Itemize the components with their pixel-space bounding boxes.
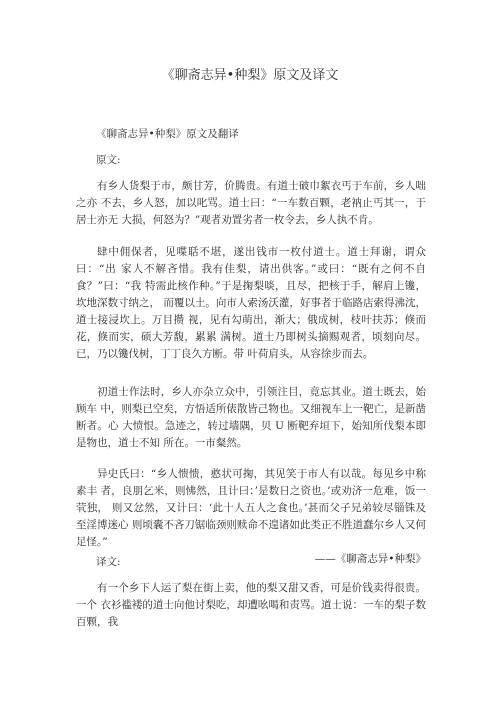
paragraph-2-text: 肆中佣保者，见喋聒不堪，遂出钱市一枚付道士。道士拜谢，谓众曰：“出 家人不解吝惜。我有佳梨，请出供客。”或曰：“既有之何不自食？”曰：“我 特需此核作种。”于是掬梨啖，且尽，把核于手，解肩上镵，坎地深数寸纳之， 而覆以土。向市人索汤沃灌，好事者于临路店索得沸沈，道士接浸坎上。万目攒 视，见有勾萌出，渐大；俄成树，枝叶扶苏；倏而花，倏而实，硕大芳馥，累累 满树。道士乃即树头摘赐观者，顷刻向尽。已，乃以镵伐树，丁丁良久方断。带 叶荷肩头，从容徐步而去。 [76,246,426,360]
translation-text: 有一个乡下人运了梨在街上卖，他的梨又甜又香，可是价钱卖得很贵。一个 衣衫褴褛的道士向他讨梨吃，却遭吆喝和责骂。道士说：一车的梨子数百颗，我 [76,582,426,628]
paragraph-2 [76,244,426,363]
paragraph-3-text: 初道士作法时，乡人亦杂立众中，引领注目，竟忘其业。道士既去，始顾车 中，则梨已空矣，方悟适所俵散皆己物也。又细视车上一靶亡，是新凿断者。心 大愤恨。急迹之，转过墙隅，贝 U 断靶弃垣下，始知所伐梨本即是物也，道士不知 所在。一市粲然。 [76,386,426,449]
section-subtitle: 《聊斋志异•种梨》原文及翻译 [96,128,239,140]
document-title: 《聊斋志异•种梨》原文及译文 [161,68,339,83]
paragraph-4-text: 异史氏曰：“乡人愦愦，憨状可掬，其见笑于市人有以哉。每见乡中称素丰 者，良朋乞米，则怫然，且计曰：’是数日之资也。’或劝济一危难，饭一茕独， 则又忿然，又计曰：‘此十人五人之食也。’甚而父子兄弟较尽锱铢及至淫博迷心 则顷囊不吝刀锯临颈则赎命不遑诸如此类正不胜道蠢尔乡人又何足怪。” [76,468,426,548]
source-citation: ——《聊斋志异•种梨》 [314,553,426,565]
paragraph-1-text: 有乡人货梨于市，颇甘芳，价腾贵。有道士破巾絮衣丐于车前，乡人咄之亦 不去，乡人怒，加以叱骂。道士曰：“一车数百颗，老衲止丐其一，于居士亦无 大损，何怒为？”观者劝置劣者一枚令去，乡人执不肯。 [76,180,426,226]
paragraph-3 [76,384,426,452]
paragraph-4 [76,466,426,568]
translation-label: 译文: [96,556,121,568]
original-text-label: 原文: [96,154,121,166]
translation-paragraph [76,580,426,631]
paragraph-1 [76,178,426,229]
